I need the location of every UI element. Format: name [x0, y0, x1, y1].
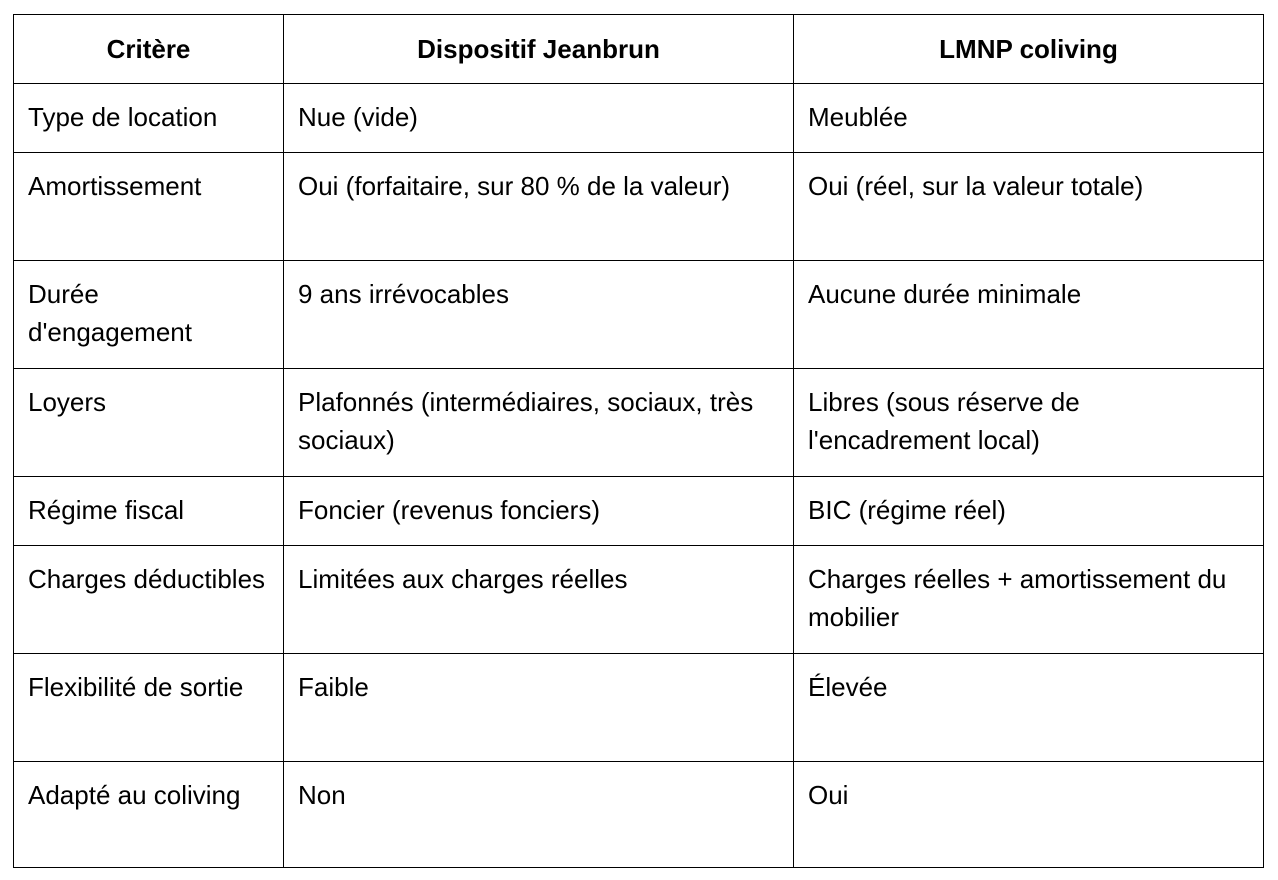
table-row	[14, 477, 1264, 546]
lmnp-cell: Oui (réel, sur la valeur totale)	[794, 153, 1264, 261]
table-row	[14, 261, 1264, 369]
header-lmnp: LMNP coliving	[794, 15, 1264, 84]
table-row	[14, 84, 1264, 153]
jeanbrun-cell: Non	[284, 762, 794, 868]
lmnp-cell: Meublée	[794, 84, 1264, 153]
criterion-cell: Durée d'engagement	[14, 261, 284, 369]
lmnp-cell: Libres (sous réserve de l'encadrement local)	[794, 369, 1264, 477]
lmnp-cell: Élevée	[794, 654, 1264, 762]
criterion-cell: Amortissement	[14, 153, 284, 261]
criterion-cell: Régime fiscal	[14, 477, 284, 546]
jeanbrun-cell: Foncier (revenus fonciers)	[284, 477, 794, 546]
criterion-cell: Loyers	[14, 369, 284, 477]
table-row	[14, 654, 1264, 762]
jeanbrun-cell: Limitées aux charges réelles	[284, 546, 794, 654]
lmnp-cell: Aucune durée minimale	[794, 261, 1264, 369]
jeanbrun-cell: Faible	[284, 654, 794, 762]
lmnp-cell: Oui	[794, 762, 1264, 868]
table-row	[14, 369, 1264, 477]
table-row	[14, 546, 1264, 654]
jeanbrun-cell: 9 ans irrévocables	[284, 261, 794, 369]
criterion-cell: Flexibilité de sortie	[14, 654, 284, 762]
criterion-cell: Charges déductibles	[14, 546, 284, 654]
criterion-cell: Adapté au coliving	[14, 762, 284, 868]
jeanbrun-cell: Plafonnés (intermédiaires, sociaux, très sociaux)	[284, 369, 794, 477]
jeanbrun-cell: Nue (vide)	[284, 84, 794, 153]
header-critere: Critère	[14, 15, 284, 84]
jeanbrun-cell: Oui (forfaitaire, sur 80 % de la valeur)	[284, 153, 794, 261]
comparison-table	[13, 14, 1264, 868]
lmnp-cell: BIC (régime réel)	[794, 477, 1264, 546]
table-row	[14, 153, 1264, 261]
table-row	[14, 762, 1264, 868]
table-header-row	[14, 15, 1264, 84]
criterion-cell: Type de location	[14, 84, 284, 153]
lmnp-cell: Charges réelles + amortissement du mobilier	[794, 546, 1264, 654]
header-jeanbrun: Dispositif Jeanbrun	[284, 15, 794, 84]
